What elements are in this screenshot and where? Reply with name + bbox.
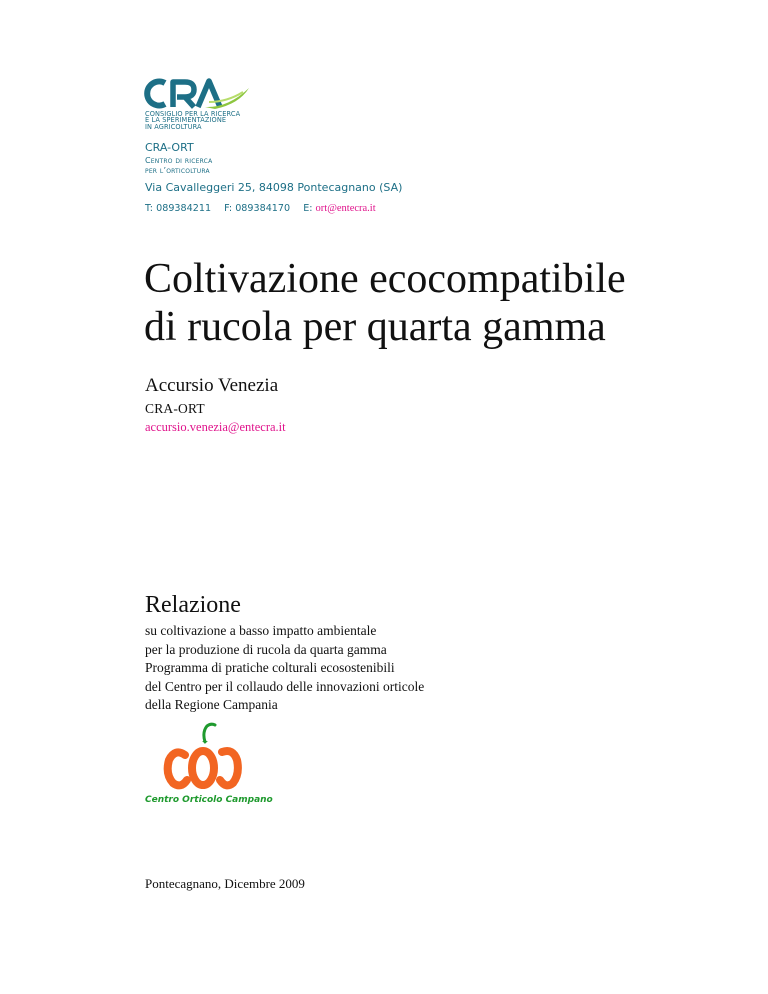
institute-description [145, 156, 212, 176]
pumpkin-logo-icon [145, 722, 257, 792]
phone-label: T: [145, 203, 154, 214]
title-line: Coltivazione ecocompatibile [144, 256, 626, 302]
report-description [145, 622, 424, 715]
cra-subtitle-line: IN AGRICOLTURA [145, 122, 202, 131]
report-line: su coltivazione a basso impatto ambientale [145, 623, 377, 638]
fax-number: 089384170 [235, 203, 291, 214]
report-heading: Relazione [145, 592, 241, 618]
document-title [144, 255, 626, 351]
report-line: della Regione Campania [145, 697, 278, 712]
institute-email-link[interactable]: ort@entecra.it [315, 203, 376, 214]
report-line: per la produzione di rucola da quarta gamma [145, 641, 387, 657]
cra-logo-subtitle [145, 111, 240, 130]
author-email-link[interactable]: accursio.venezia@entecra.it [145, 420, 286, 434]
coc-logo-caption: Centro Orticolo Campano [145, 795, 273, 805]
institute-address: Via Cavalleggeri 25, 84098 Pontecagnano (SA) [145, 181, 403, 194]
place-date: Pontecagnano, Dicembre 2009 [145, 876, 305, 891]
report-line: del Centro per il collaudo delle innovazioni orticole [145, 678, 425, 694]
title-line: di rucola per quarta gamma [144, 304, 606, 350]
cra-subtitle-line: E LA SPERIMENTAZIONE [145, 116, 227, 125]
institute-contacts [145, 203, 376, 214]
institute-desc-line: Centro di ricerca [145, 156, 213, 165]
institute-desc-line: per l’orticoltura [145, 166, 210, 175]
cra-subtitle-line: CONSIGLIO PER LA RICERCA [145, 110, 241, 118]
phone-number: 089384211 [156, 203, 212, 214]
email-label: E: [303, 203, 313, 214]
cra-logo-mark-icon [143, 74, 263, 114]
author-affiliation: CRA-ORT [145, 401, 205, 416]
fax-label: F: [224, 203, 233, 214]
author-name: Accursio Venezia [145, 375, 279, 396]
institute-name: CRA-ORT [145, 141, 194, 154]
report-line: Programma di pratiche colturali ecosostenibili [145, 660, 395, 675]
